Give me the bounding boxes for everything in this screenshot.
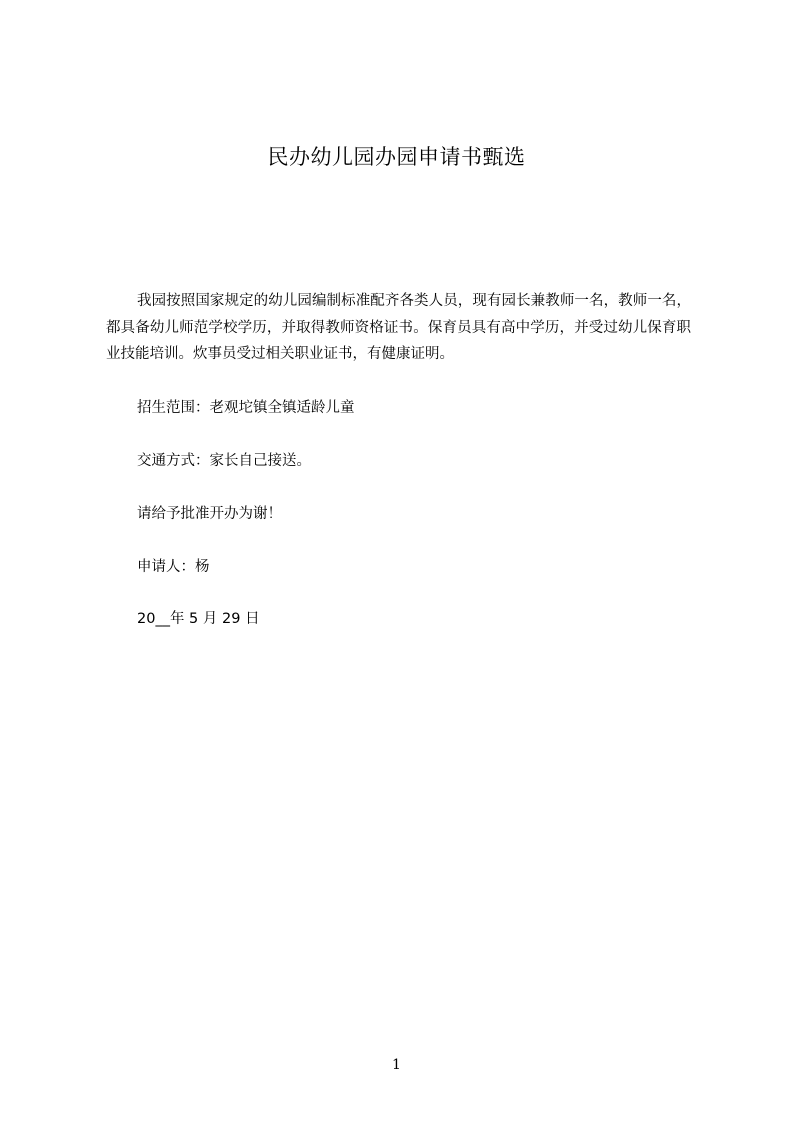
- main-paragraph: 我园按照国家规定的幼儿园编制标准配齐各类人员，现有园长兼教师一名，教师一名，都具备幼儿师范学校学历，并取得教师资格证书。保育员具有高中学历，并受过幼儿保育职业技能培训。炊事员受过相关职业证书，有健康证明。: [106, 293, 691, 362]
- document-title: 民办幼儿园办园申请书甄选: [267, 145, 526, 169]
- transportation-line: 交通方式：家长自己接送。: [137, 453, 311, 469]
- page-number: 1: [392, 1057, 401, 1073]
- enrollment-scope-line: 招生范围：老观坨镇全镇适龄儿童: [137, 400, 355, 416]
- body-text: [106, 288, 691, 368]
- date-line: 20__年 5 月 29 日: [137, 611, 260, 627]
- request-line: 请给予批准开办为谢！: [137, 506, 282, 522]
- applicant-line: 申请人：杨: [137, 559, 210, 575]
